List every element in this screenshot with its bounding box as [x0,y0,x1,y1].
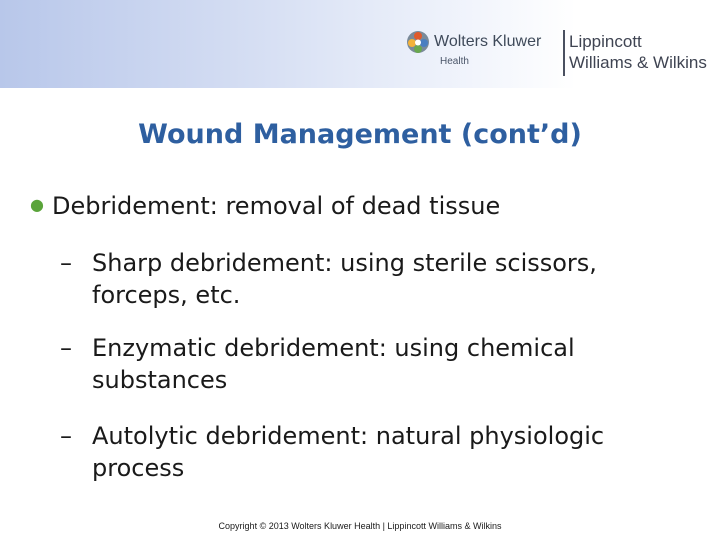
sub-bullet-line: forceps, etc. [92,281,241,309]
sub-bullet-line: Sharp debridement: using sterile scissors, [92,249,597,277]
wolters-kluwer-logo-icon [406,30,430,54]
slide-title: Wound Management (cont’d) [138,119,582,150]
sub-bullet-line: Enzymatic debridement: using chemical [92,334,575,362]
publisher-name: Wolters Kluwer [434,33,542,50]
main-bullet-text: Debridement: removal of dead tissue [51,192,501,220]
logo-divider [563,30,565,76]
imprint-line-2: Williams & Wilkins [569,53,707,72]
copyright-footer: Copyright © 2013 Wolters Kluwer Health | Lippincott Williams & Wilkins [218,521,502,531]
sub-bullet-line: substances [92,366,228,394]
sub-bullet-dash: – [60,422,72,450]
publisher-logo [406,28,716,78]
main-bullet [30,192,500,220]
sub-bullet-line: process [92,454,185,482]
imprint-line-1: Lippincott [569,32,642,51]
publisher-subtitle: Health [440,56,469,67]
bullet-dot-icon: ● [30,195,44,214]
sub-bullet-dash: – [60,249,72,277]
sub-bullet-dash: – [60,334,72,362]
sub-bullet-line: Autolytic debridement: natural physiologic [92,422,605,450]
